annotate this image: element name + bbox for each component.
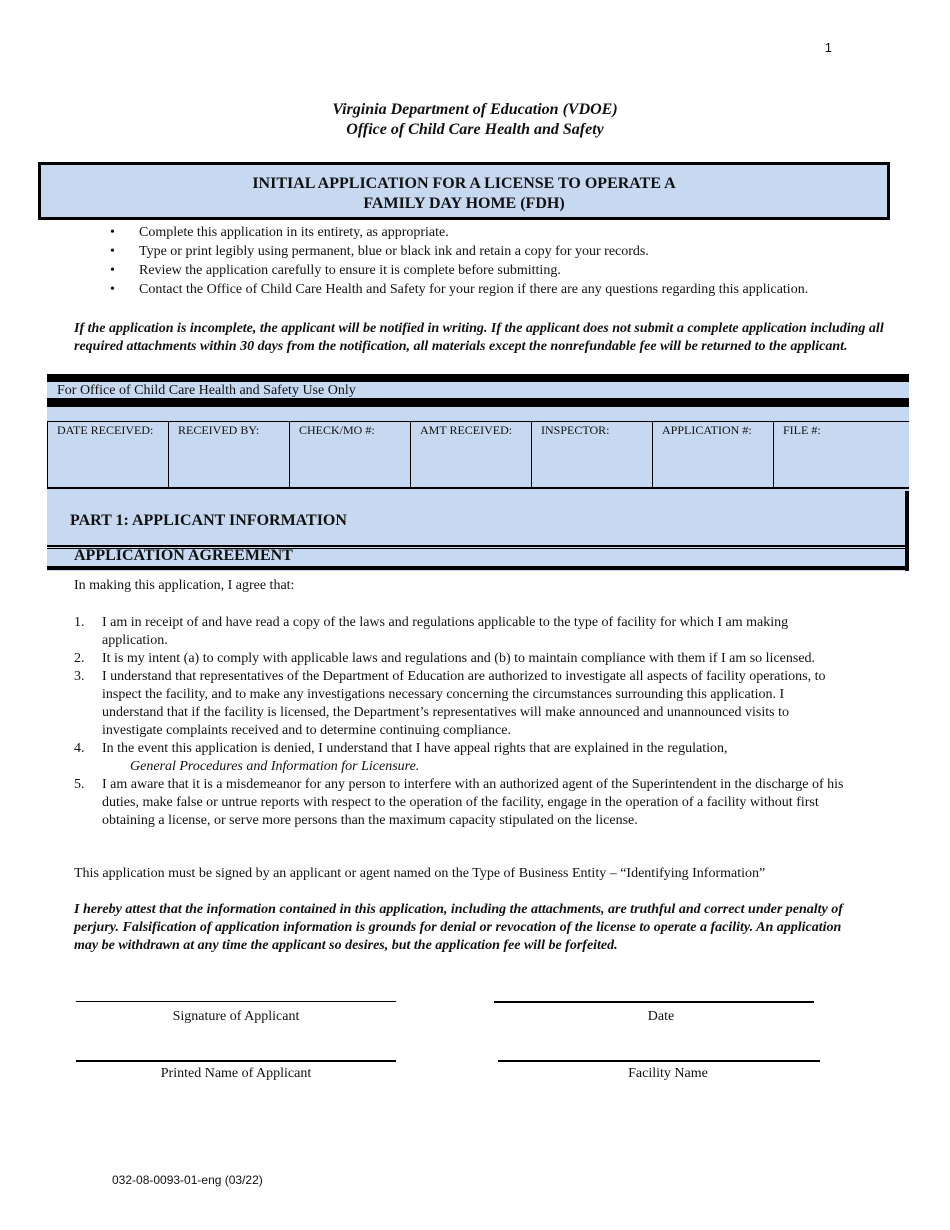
item-number: 1. xyxy=(74,615,85,630)
agreement-list xyxy=(74,614,844,830)
regulation-title: General Procedures and Information for Licensure xyxy=(130,759,416,774)
instruction-item: • Complete this application in its entirety, as appropriate. xyxy=(110,224,810,242)
item-number: 5. xyxy=(74,777,85,792)
incomplete-warning: If the application is incomplete, the applicant will be notified in writing. If the applicant does not submit a complete application including all required attachments within 30 days from the notification, all materials except the nonrefundable fee will be returned to the applicant. xyxy=(74,321,884,354)
office-use-fields xyxy=(47,421,909,489)
item-text: I am aware that it is a misdemeanor for any person to interfere with an authorized agent of the Superintendent in the discharge of his duties, make false or untrue reports with respect to the operation of the facility, engage in the operation of a facility without first obtaining a license, or serve more persons than the maximum capacity stipulated on the license. xyxy=(102,777,844,828)
printed-name-label: Printed Name of Applicant xyxy=(160,1066,312,1081)
item-number: 4. xyxy=(74,741,85,756)
attestation-statement: I hereby attest that the information contained in this application, including the attachments, are truthful and correct under penalty of perjury. Falsification of application information is grounds for denial or revocation of the license to operate a facility. An application may be withdrawn at any time the applicant so desires, but the application fee will be forfeited. xyxy=(74,902,843,953)
divider xyxy=(47,398,909,407)
item-number: 2. xyxy=(74,651,85,666)
form-title-line2: FAMILY DAY HOME (FDH) xyxy=(363,195,565,212)
amount-received-field[interactable]: AMT RECEIVED: xyxy=(411,422,532,487)
item-number: 3. xyxy=(74,669,85,684)
item-text: It is my intent (a) to comply with applicable laws and regulations and (b) to maintain compliance with them if I am so licensed. xyxy=(102,651,816,666)
agreement-item xyxy=(74,740,844,776)
date-line[interactable] xyxy=(494,1001,814,1003)
agreement-item xyxy=(74,650,844,668)
form-title-box xyxy=(38,162,890,220)
agency-name: Virginia Department of Education (VDOE) xyxy=(332,101,618,118)
regulation-reference xyxy=(102,758,844,776)
page-number: 1 xyxy=(824,40,832,55)
signature-note: This application must be signed by an applicant or agent named on the Type of Business Entity – “Identifying Information” xyxy=(74,866,766,881)
form-title-line1: INITIAL APPLICATION FOR A LICENSE TO OPERATE A xyxy=(252,175,676,192)
agency-header xyxy=(0,100,950,140)
regulation-suffix: . xyxy=(415,759,420,774)
facility-name-line[interactable] xyxy=(498,1060,820,1062)
item-text: I understand that representatives of the Department of Education are authorized to investigate all aspects of facility operations, to inspect the facility, and to make any investigations necessary concerning the circumstances surrounding this application. I understand that if the facility is licensed, the Department’s representatives will make announced and unannounced visits to investigate complaints received and to determine continuing compliance. xyxy=(102,669,826,738)
date-label: Date xyxy=(647,1009,675,1024)
agreement-item xyxy=(74,668,844,740)
check-mo-field[interactable]: CHECK/MO #: xyxy=(290,422,411,487)
divider xyxy=(47,566,909,570)
agreement-intro: In making this application, I agree that: xyxy=(74,578,295,593)
instruction-item: • Review the application carefully to ensure it is complete before submitting. xyxy=(110,262,810,280)
divider xyxy=(47,374,909,382)
instructions-list xyxy=(110,224,810,300)
received-by-field[interactable]: RECEIVED BY: xyxy=(169,422,290,487)
printed-name-line[interactable] xyxy=(76,1060,396,1062)
item-text: I am in receipt of and have read a copy of the laws and regulations applicable to the type of facility for which I am making application. xyxy=(102,615,789,648)
form-code: 032-08-0093-01-eng (03/22) xyxy=(112,1173,263,1187)
instruction-item: • Type or print legibly using permanent, blue or black ink and retain a copy for your records. xyxy=(110,243,810,261)
inspector-field[interactable]: INSPECTOR: xyxy=(532,422,653,487)
application-number-field[interactable]: APPLICATION #: xyxy=(653,422,774,487)
agreement-item xyxy=(74,776,844,830)
part1-title: PART 1: APPLICANT INFORMATION xyxy=(70,512,347,529)
instruction-item: • Contact the Office of Child Care Health and Safety for your region if there are any questions regarding this application. xyxy=(110,281,810,299)
facility-name-label: Facility Name xyxy=(628,1066,708,1081)
agreement-title: APPLICATION AGREEMENT xyxy=(74,547,293,564)
office-name: Office of Child Care Health and Safety xyxy=(346,121,604,138)
signature-label: Signature of Applicant xyxy=(172,1009,300,1024)
date-received-field[interactable]: DATE RECEIVED: xyxy=(48,422,169,487)
file-number-field[interactable]: FILE #: xyxy=(783,423,821,437)
office-use-label: For Office of Child Care Health and Safety Use Only xyxy=(57,383,356,398)
agreement-item xyxy=(74,614,844,650)
item-text: In the event this application is denied, I understand that I have appeal rights that are explained in the regulation, xyxy=(102,741,728,756)
signature-line[interactable] xyxy=(76,1001,396,1002)
